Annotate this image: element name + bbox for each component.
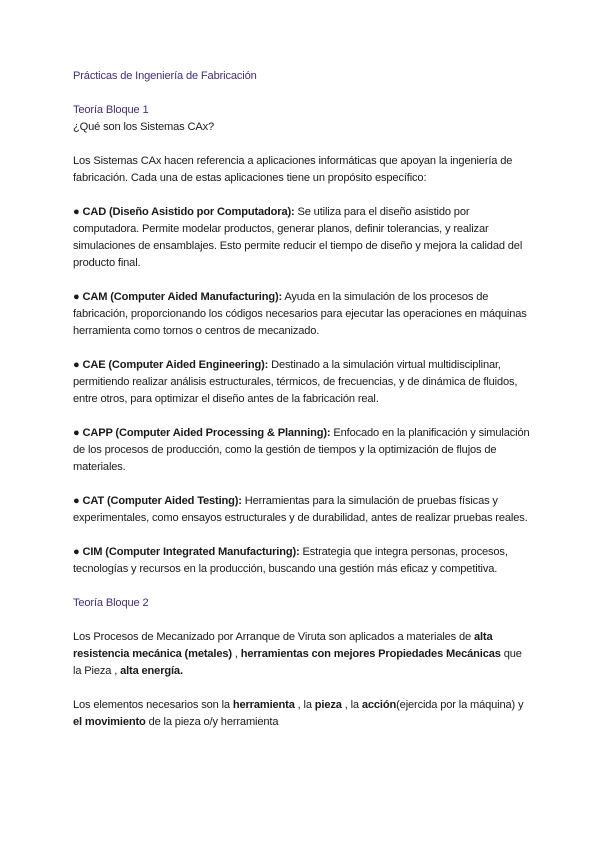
desc-cim: Estrategia que integra personas, procesos, tecnologías y recursos en la producción, buscando una gestión más eficaz y competitiva. (73, 546, 508, 575)
paragraph-mecanizado (73, 629, 533, 680)
desc-cat: Herramientas para la simulación de pruebas físicas y experimentales, como ensayos estructurales y de durabilidad, antes de realizar pruebas reales. (73, 495, 528, 524)
paragraph-elementos (73, 697, 533, 731)
question-text: ¿Qué son los Sistemas CAx? (73, 121, 214, 133)
document-page (73, 68, 533, 748)
heading-bloque-1: Teoría Bloque 1 (73, 104, 149, 116)
p2-s4: , la (341, 699, 362, 711)
p1-s5: alta energía. (120, 665, 183, 677)
term-capp: ● CAPP (Computer Aided Processing & Planning): (73, 427, 331, 439)
item-cae (73, 357, 533, 408)
term-cae: ● CAE (Computer Aided Engineering): (73, 359, 269, 371)
term-cat: ● CAT (Computer Aided Testing): (73, 495, 242, 507)
p1-s2: , (231, 648, 241, 660)
desc-cam: Ayuda en la simulación de los procesos de fabricación, proporcionando los códigos necesarios para ejecutar las operaciones en máquinas herramienta como tornos o centros de mecanizado. (73, 291, 527, 337)
term-cad: ● CAD (Diseño Asistido por Computadora): (73, 206, 295, 218)
p1-s3: herramientas con mejores Propiedades Mecánicas (240, 648, 501, 660)
item-cim (73, 544, 533, 578)
document-title: Prácticas de Ingeniería de Fabricación (73, 70, 257, 82)
item-cam (73, 289, 533, 340)
intro-paragraph: Los Sistemas CAx hacen referencia a aplicaciones informáticas que apoyan la ingeniería de fabricación. Cada una de estas aplicaciones tiene un propósito específico: (73, 155, 513, 184)
term-cim: ● CIM (Computer Integrated Manufacturing): (73, 546, 300, 558)
p2-s8: de la pieza o/y herramienta (145, 716, 279, 728)
p2-s3: pieza (314, 699, 342, 711)
item-cad (73, 204, 533, 272)
p1-s4: que la Pieza , (73, 648, 522, 677)
item-cat (73, 493, 533, 527)
desc-capp: Enfocado en la planificación y simulación de los procesos de producción, como la gestión de tiempos y la optimización de flujos de materiales. (73, 427, 530, 473)
p2-s6: (ejercida por la máquina) y (396, 699, 524, 711)
p2-s1: herramienta (232, 699, 295, 711)
term-cam: ● CAM (Computer Aided Manufacturing): (73, 291, 283, 303)
item-capp (73, 425, 533, 476)
p1-s0: Los Procesos de Mecanizado por Arranque de Viruta son aplicados a materiales de (73, 631, 474, 643)
p1-s1: alta resistencia mecánica (metales) (73, 631, 493, 660)
desc-cad: Se utiliza para el diseño asistido por computadora. Permite modelar productos, generar planos, definir tolerancias, y realizar simulaciones de ensamblajes. Esto permite reducir el tiempo de diseño y mejora la calidad del producto final. (73, 206, 523, 269)
p2-s2: , la (294, 699, 315, 711)
p2-s0: Los elementos necesarios son la (73, 699, 233, 711)
heading-bloque-2: Teoría Bloque 2 (73, 597, 149, 609)
desc-cae: Destinado a la simulación virtual multidisciplinar, permitiendo realizar análisis estructurales, térmicos, de frecuencias, y de dinámica de fluidos, entre otros, para optimizar el diseño antes de la fabricación real. (73, 359, 518, 405)
p2-s7: el movimiento (73, 716, 146, 728)
p2-s5: acción (361, 699, 397, 711)
